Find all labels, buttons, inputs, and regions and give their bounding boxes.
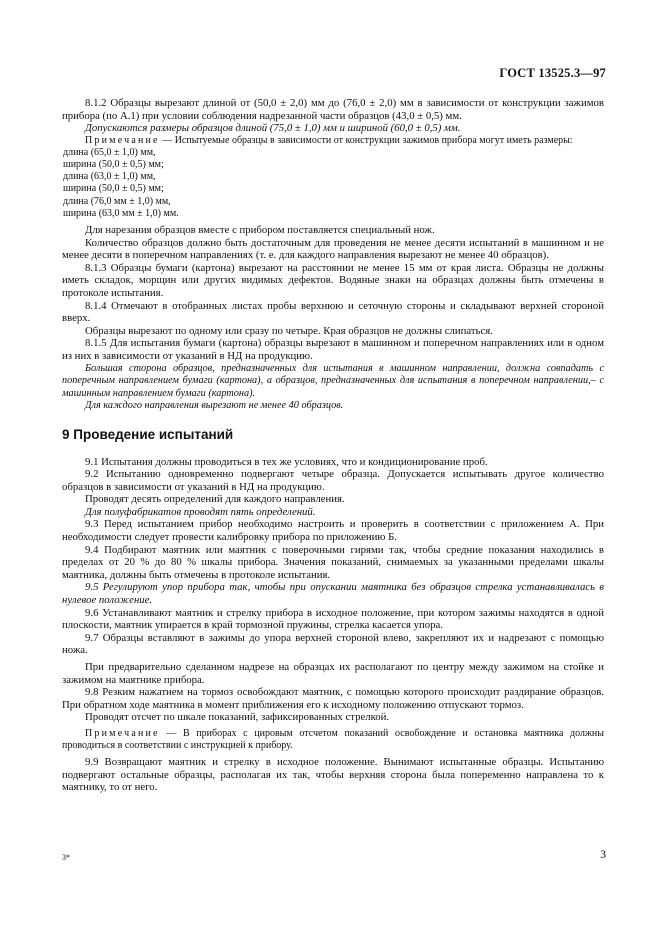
paragraph-9-9: 9.9 Возвращают маятник и стрелку в исходное положение. Вынимают испытанные образцы. Испытанию подвергают остальные образцы, располагая их так, чтобы верхняя сторона была попеременно направлена то к маятнику, то от него.: [62, 755, 604, 794]
paragraph-8-1-4-b: Образцы вырезают по одному или сразу по четыре. Края образцов не должны слипаться.: [85, 324, 493, 337]
note-1: [62, 135, 604, 147]
note-1-label: Примечание: [85, 134, 160, 146]
page-number: 3: [600, 849, 606, 861]
note-1-text: — Испытуемые образцы в зависимости от конструкции зажимов прибора могут иметь размеры:: [159, 134, 573, 146]
paragraph-9-2-italic: Для полуфабрикатов проводят пять определений.: [85, 505, 316, 518]
dimension-item: ширина (63,0 мм ± 1,0) мм.: [63, 207, 179, 219]
standard-header: ГОСТ 13525.3—97: [499, 66, 606, 80]
paragraph-8-1-5-italic-2: Для каждого направления вырезают не менее 40 образцов.: [85, 400, 344, 412]
note-2-text: — В приборах с цировым отсчетом показаний освобождение и остановка маятника должны проводиться в соответствии с инструкцией к прибору.: [62, 727, 604, 751]
note-2-label: Примечание: [85, 727, 160, 739]
paragraph-9-4: 9.4 Подбирают маятник или маятник с поверочными гирями так, чтобы средние показания находились в пределах от 20 % до 80 % шкалы прибора. Значения показаний, снимаемых за указанными пределами шкалы маятника, должны быть отмечены в протоколе испытания.: [62, 543, 604, 581]
footer-mark: 3*: [62, 853, 70, 862]
paragraph-9-7: 9.7 Образцы вставляют в зажимы до упора верхней стороной влево, закрепляют их и надрезают с помощью ножа.: [62, 631, 604, 657]
section-9-title: 9 Проведение испытаний: [62, 426, 234, 442]
paragraph-9-8-b: Проводят отсчет по шкале показаний, зафиксированных стрелкой.: [85, 711, 390, 724]
page-content: [62, 97, 604, 794]
paragraph-9-3: 9.3 Перед испытанием прибор необходимо настроить и проверить в соответствии с приложением А. При необходимости следует провести калибровку прибора по приложению Б.: [62, 518, 604, 544]
dimension-item: длина (65,0 ± 1,0) мм,: [63, 146, 156, 158]
paragraph-8-1-2-allowed: Допускаются размеры образцов длиной (75,0 ± 1,0) мм и шириной (60,0 ± 0,5) мм.: [85, 122, 461, 135]
paragraph-9-2-b: Проводят десять определений для каждого направления.: [85, 493, 345, 506]
paragraph-8-1-2: 8.1.2 Образцы вырезают длиной от (50,0 ± 2,0) мм до (76,0 ± 2,0) мм в зависимости от конструкции зажимов прибора (по А.1) при условии соблюдения надрезанной части образцов (43,0 ± 0,5) мм.: [62, 97, 604, 122]
paragraph-quantity: Количество образцов должно быть достаточным для проведения не менее десяти испытаний в машинном и не менее десяти в поперечном направлениях (т. е. для каждого направления вырезают не менее 40 образцов).: [62, 236, 604, 262]
paragraph-9-2: 9.2 Испытанию одновременно подвергают четыре образца. Допускается испытывать другое количество образцов в зависимости от указаний в НД на продукцию.: [62, 468, 604, 493]
dimension-item: длина (63,0 ± 1,0) мм,: [63, 171, 156, 183]
dimension-item: ширина (50,0 ± 0,5) мм;: [63, 183, 164, 195]
dimension-list: [62, 147, 604, 220]
paragraph-8-1-4: 8.1.4 Отмечают в отобранных листах пробы верхнюю и сеточную стороны и складывают верхней стороной вверх.: [62, 299, 604, 325]
paragraph-9-1: 9.1 Испытания должны проводиться в тех же условиях, что и кондиционирование проб.: [85, 455, 488, 468]
dimension-item: длина (76,0 мм ± 1,0) мм,: [63, 195, 171, 207]
paragraph-9-6: 9.6 Устанавливают маятник и стрелку прибора в исходное положение, при котором зажимы находятся в одной плоскости, маятник упирается в край тормозной пружины, стрелка касается упора.: [62, 606, 604, 632]
paragraph-8-1-5-italic: Большая сторона образцов, предназначенных для испытания в машинном направлении, должна совпадать с поперечным направлением бумаги (картона), а образцов, предназначенных для испытания в поперечном направлении,– с машинным направлением бумаги (картона).: [62, 362, 604, 399]
paragraph-9-5-italic: 9.5 Регулируют упор прибора так, чтобы при опускании маятника без образцов стрелка устанавливалась в нулевое положение.: [62, 581, 604, 607]
paragraph-knife: Для нарезания образцов вместе с прибором поставляется специальный нож.: [85, 224, 435, 236]
dimension-item: ширина (50,0 ± 0,5) мм;: [63, 158, 164, 170]
paragraph-8-1-5: 8.1.5 Для испытания бумаги (картона) образцы вырезают в машинном и поперечном направлениях или в одном из них в зависимости от указаний в НД на продукцию.: [62, 337, 604, 362]
note-2: [62, 728, 604, 752]
paragraph-9-7-b: При предварительно сделанном надрезе на образцах их располагают по центру между зажимом на стойке и зажимом на маятнике прибора.: [62, 661, 604, 686]
paragraph-9-8: 9.8 Резким нажатием на тормоз освобождают маятник, с помощью которого происходит раздирание образцов. При обратном ходе маятника в момент приближения его к исходному положению отпускают тормоз.: [62, 686, 604, 711]
paragraph-8-1-3: 8.1.3 Образцы бумаги (картона) вырезают на расстоянии не менее 15 мм от края листа. Образцы не должны иметь складок, морщин или других видимых дефектов. Водяные знаки на образцах должны быть отмечены в протоколе испытания.: [62, 261, 604, 299]
